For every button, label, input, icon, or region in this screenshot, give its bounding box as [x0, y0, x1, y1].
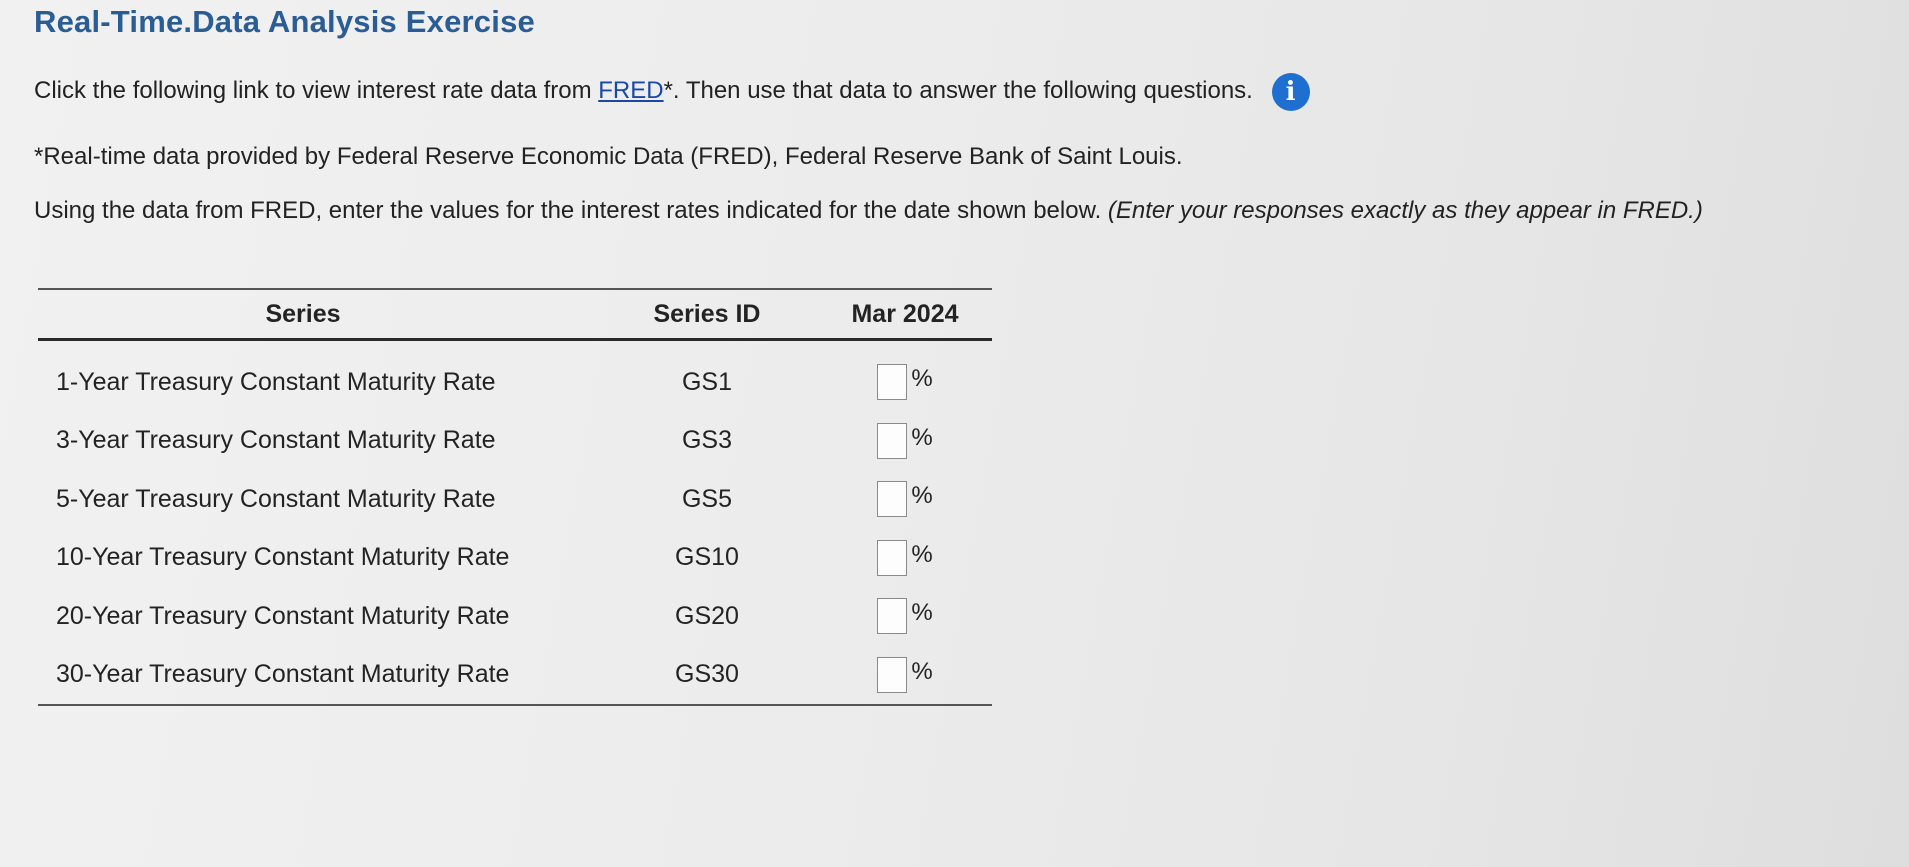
rate-input-gs3[interactable] — [877, 423, 907, 459]
rate-input-gs5[interactable] — [877, 481, 907, 517]
table-row — [38, 353, 992, 412]
series-name: 30-Year Treasury Constant Maturity Rate — [56, 660, 510, 689]
series-id: GS1 — [681, 367, 733, 396]
series-name: 10-Year Treasury Constant Maturity Rate — [56, 543, 510, 572]
header-date: Mar 2024 — [851, 299, 959, 328]
rate-input-gs20[interactable] — [877, 598, 907, 634]
series-name: 20-Year Treasury Constant Maturity Rate — [56, 601, 510, 630]
series-id: GS10 — [675, 543, 739, 572]
info-icon[interactable]: i — [1272, 73, 1310, 111]
series-id: GS20 — [675, 601, 739, 630]
table-header-rule — [38, 338, 992, 341]
percent-sign: % — [911, 482, 933, 510]
series-name: 5-Year Treasury Constant Maturity Rate — [56, 484, 496, 513]
value-cell — [818, 598, 992, 634]
header-series-id: Series ID — [653, 299, 761, 328]
table-row — [38, 529, 992, 588]
percent-sign: % — [911, 540, 933, 568]
rate-input-gs30[interactable] — [877, 657, 907, 693]
series-name: 1-Year Treasury Constant Maturity Rate — [56, 367, 496, 396]
table-header-row — [38, 290, 992, 338]
percent-sign: % — [911, 657, 933, 685]
rates-table — [38, 288, 992, 706]
percent-sign: % — [911, 365, 933, 393]
series-id: GS5 — [681, 484, 733, 513]
series-id: GS3 — [681, 426, 733, 455]
fred-link[interactable]: FRED — [598, 77, 664, 104]
value-cell — [818, 540, 992, 576]
intro-text: Click the following link to view interest rate data from — [34, 77, 599, 104]
table-row — [38, 587, 992, 646]
percent-sign: % — [911, 423, 933, 451]
source-note: *Real-time data provided by Federal Reserve Economic Data (FRED), Federal Reserve Bank of Saint Louis. — [34, 143, 1183, 170]
rate-input-gs1[interactable] — [877, 364, 907, 400]
series-id: GS30 — [675, 660, 739, 689]
percent-sign: % — [911, 599, 933, 627]
table-row — [38, 412, 992, 471]
value-cell — [818, 481, 992, 517]
instruction-italic: (Enter your responses exactly as they appear in FRED.) — [1107, 197, 1703, 224]
table-row — [38, 470, 992, 529]
table-bottom-rule — [38, 704, 992, 706]
value-cell — [818, 364, 992, 400]
header-series: Series — [265, 299, 341, 328]
rate-input-gs10[interactable] — [877, 540, 907, 576]
intro-paragraph — [34, 72, 1310, 111]
value-cell — [818, 423, 992, 459]
instruction-text: Using the data from FRED, enter the values for the interest rates indicated for the date shown below. — [34, 197, 1108, 224]
table-row — [38, 646, 992, 705]
intro-text-continued: *. Then use that data to answer the following questions. — [663, 77, 1253, 104]
series-name: 3-Year Treasury Constant Maturity Rate — [56, 426, 496, 455]
page-title: Real-Time.Data Analysis Exercise — [34, 4, 535, 39]
instruction-paragraph — [34, 191, 1794, 231]
value-cell — [818, 657, 992, 693]
